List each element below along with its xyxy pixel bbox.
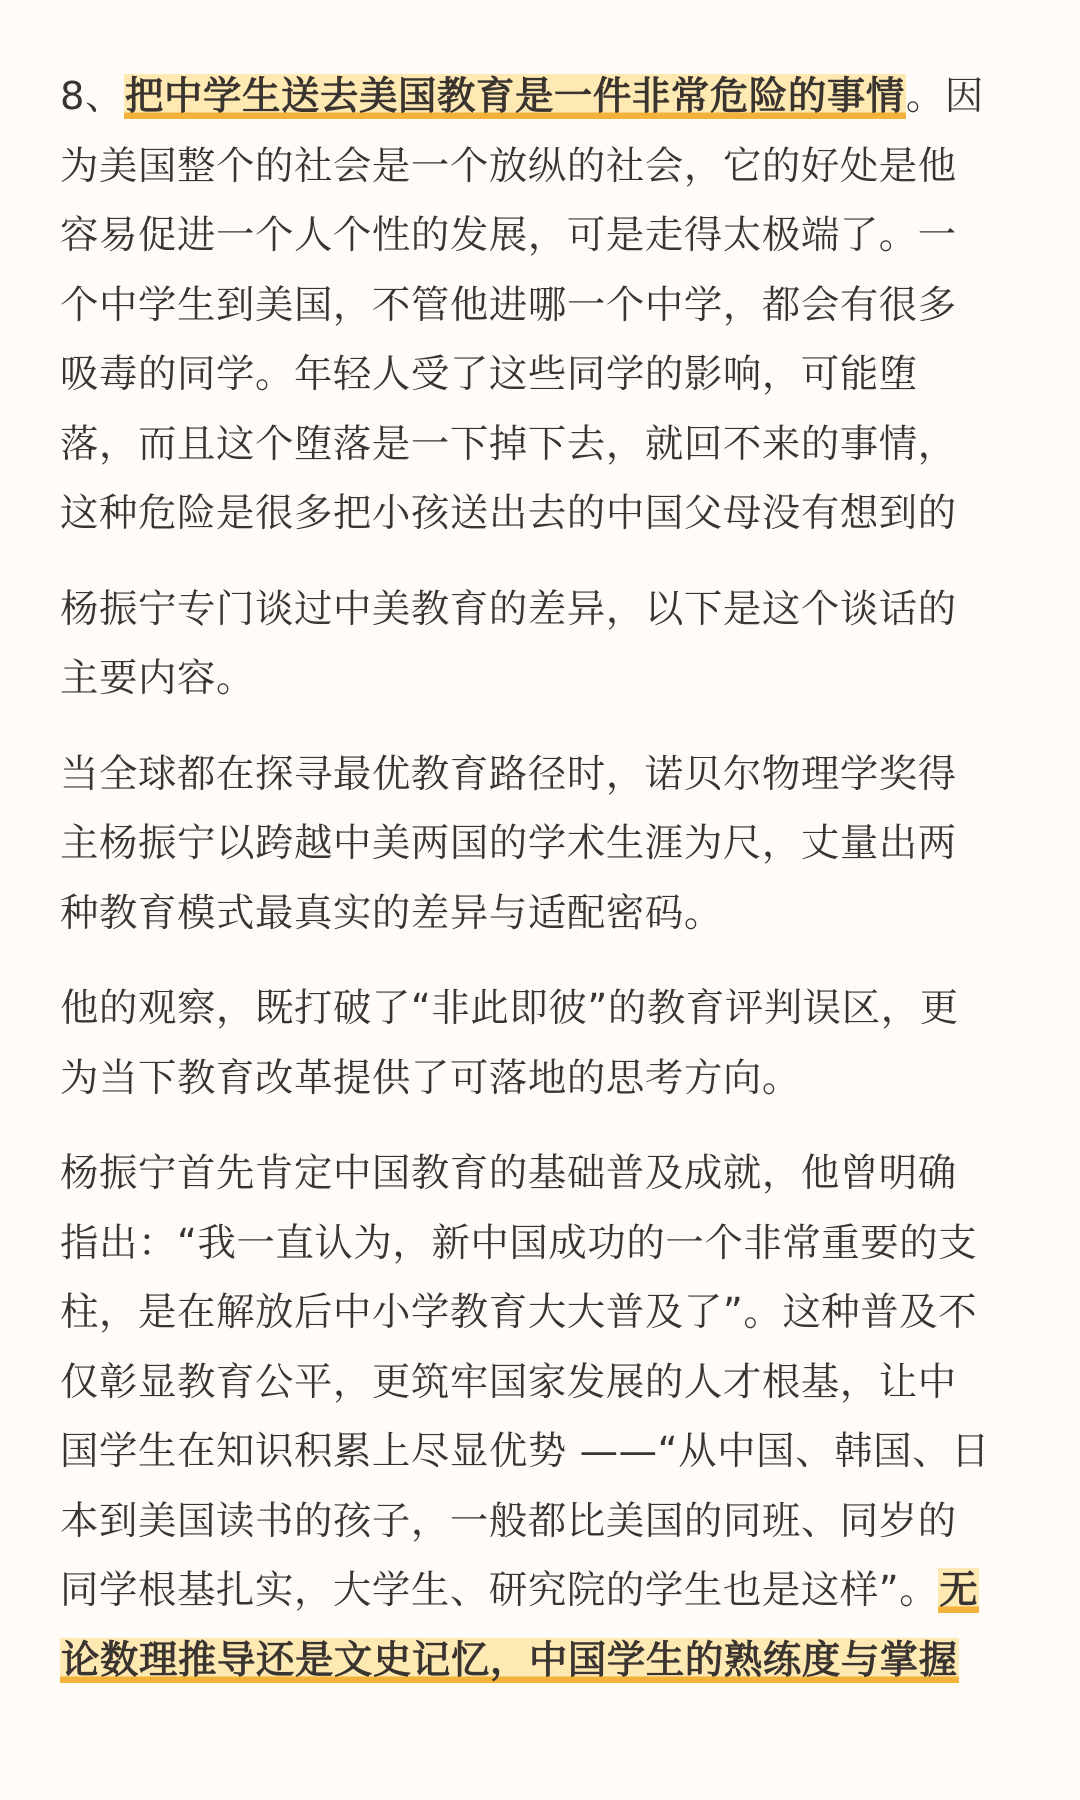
text-line: 柱，是在解放后中小学教育大大普及了”。这种普及不 [60,1290,978,1335]
text-line: 杨振宁首先肯定中国教育的基础普及成就，他曾明确 [60,1151,957,1196]
paragraph [60,575,1020,714]
text-line: 当全球都在探寻最优教育路径时，诺贝尔物理学奖得 [60,751,957,797]
highlighted-text: 论数理推导还是文史记忆，中国学生的熟练度与掌握 [61,1637,958,1683]
text-line [60,1626,1020,1696]
text-line: 主要内容。 [60,656,255,701]
text-line: 仅彰显教育公平，更筑牢国家发展的人才根基，让中 [60,1359,957,1405]
text-line: 个中学生到美国，不管他进哪一个中学，都会有很多 [60,282,957,328]
paragraph [60,740,1020,949]
text-line: 国学生在知识积累上尽显优势 ——“从中国、韩国、日 [60,1429,991,1474]
text-run: 同学根基扎实，大学生、研究院的学生也是这样”。 [60,1568,939,1613]
text-line: 主杨振宁以跨越中美两国的学术生涯为尺，丈量出两 [60,821,957,866]
text-line [60,1556,1020,1626]
text-line: 为当下教育改革提供了可落地的思考方向。 [60,1055,801,1101]
text-line: 为美国整个的社会是一个放纵的社会，它的好处是他 [60,143,957,189]
text-line: 吸毒的同学。年轻人受了这些同学的影响，可能堕 [60,352,918,397]
text-line: 他的观察，既打破了“非此即彼”的教育评判误区，更 [60,986,959,1031]
text-line: 杨振宁专门谈过中美教育的差异，以下是这个谈话的 [60,586,957,632]
highlighted-text: 把中学生送去美国教育是一件非常危险的事情 [125,74,905,119]
text-run: 8、 [60,74,125,119]
text-line: 指出：“我一直认为，新中国成功的一个非常重要的支 [60,1220,978,1266]
paragraph [60,62,1020,549]
text-line: 落，而且这个堕落是一下掉下去，就回不来的事情， [60,421,957,467]
text-line: 本到美国读书的孩子，一般都比美国的同班、同岁的 [60,1498,957,1544]
text-line: 种教育模式最真实的差异与适配密码。 [60,890,723,936]
text-line: 容易促进一个人个性的发展，可是走得太极端了。一 [60,213,957,258]
paragraph [60,974,1020,1113]
text-line: 这种危险是很多把小孩送出去的中国父母没有想到的 [60,491,957,536]
highlighted-text: 无 [939,1568,979,1613]
text-run: 。因 [905,74,984,119]
text-line [60,62,1020,132]
paragraph [60,1139,1020,1695]
